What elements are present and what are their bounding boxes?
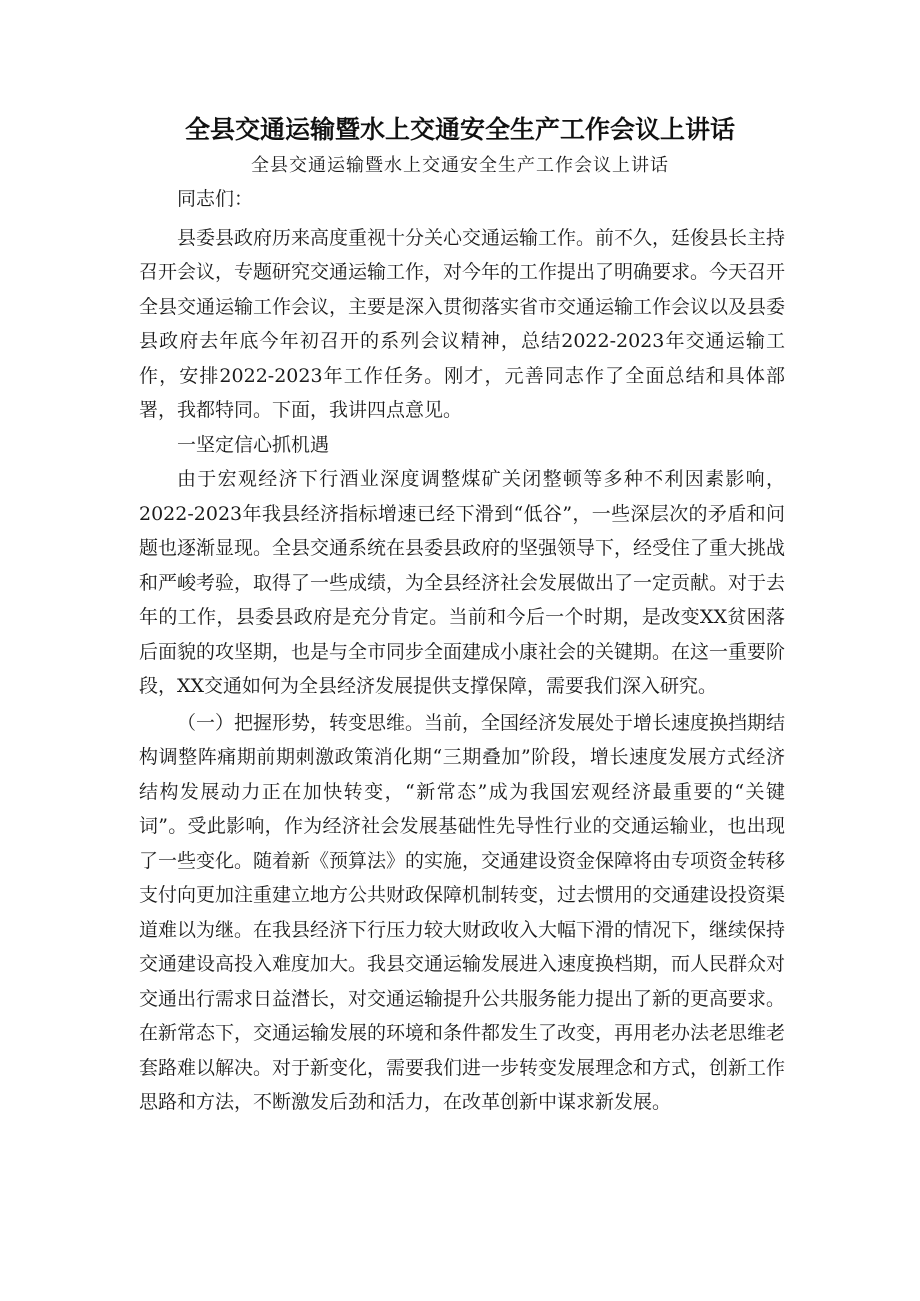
paragraph-subsection-1: （一）把握形势，转变思维。当前，全国经济发展处于增长速度换挡期结构调整阵痛期前期刺激政策消化期“三期叠加”阶段，增长速度发展方式经济结构发展动力正在加快转变，“新常态”成为我国宏观经济最重要的“关键词”。受此影响，作为经济社会发展基础性先导性行业的交通运输业，也出现了一些变化。随着新《预算法》的实施，交通建设资金保障将由专项资金转移支付向更加注重建立地方公共财政保障机制转变，过去惯用的交通建设投资渠道难以为继。在我县经济下行压力较大财政收入大幅下滑的情况下，继续保持交通建设高投入难度加大。我县交通运输发展进入速度换档期，而人民群众对交通出行需求日益澘长，对交通运输提升公共服务能力提出了新的更高要求。在新常态下，交通运输发展的环境和条件都发生了改变，再用老办法老思维老套路难以解决。对于新变化，需要我们进一步转变发展理念和方式，创新工作思路和方法，不断激发后劲和活力，在改革创新中谋求新发展。 (139, 711, 786, 1113)
section-heading: 一坚定信心抓机遇 (177, 433, 330, 456)
greeting: 同志们： (177, 188, 254, 210)
document-body (139, 182, 785, 1120)
paragraph-situation: 由于宏观经济下行酒业深度调整煤矿关闭整顿等多种不利因素影响，2022-2023年我县经济指标增速已经下滑到“低谷”，一些深层次的矛盾和问题也逐渐显现。全县交通系统在县委县政府的坚强领导下，经受住了重大挑战和严峻考验，取得了一些成绩，为全县经济社会发展做出了一定贡献。对于去年的工作，县委县政府是充分肯定。当前和今后一个时期，是改变XX贫困落后面貌的攻坚期，也是与全市同步全面建成小康社会的关键期。在这一重要阶段，XX交通如何为全县经济发展提供支撑保障，需要我们深入研究。 (139, 468, 786, 697)
paragraph-intro: 县委县政府历来高度重视十分关心交通运输工作。前不久，廷俊县长主持召开会议，专题研究交通运输工作，对今年的工作提出了明确要求。今天召开全县交通运输工作会议，主要是深入贯彻落实省市交通运输工作会议以及县委县政府去年底今年初召开的系列会议精神，总结2022-2023年交通运输工作，安排2022-2023年工作任务。刚才，元善同志作了全面总结和具体部署，我都特同。下面，我讲四点意见。 (139, 226, 786, 421)
document-subtitle: 全县交通运输暨水上交通安全生产工作会议上讲话 (251, 155, 669, 176)
document-title: 全县交通运输暨水上交通安全生产工作会议上讲话 (184, 115, 735, 144)
